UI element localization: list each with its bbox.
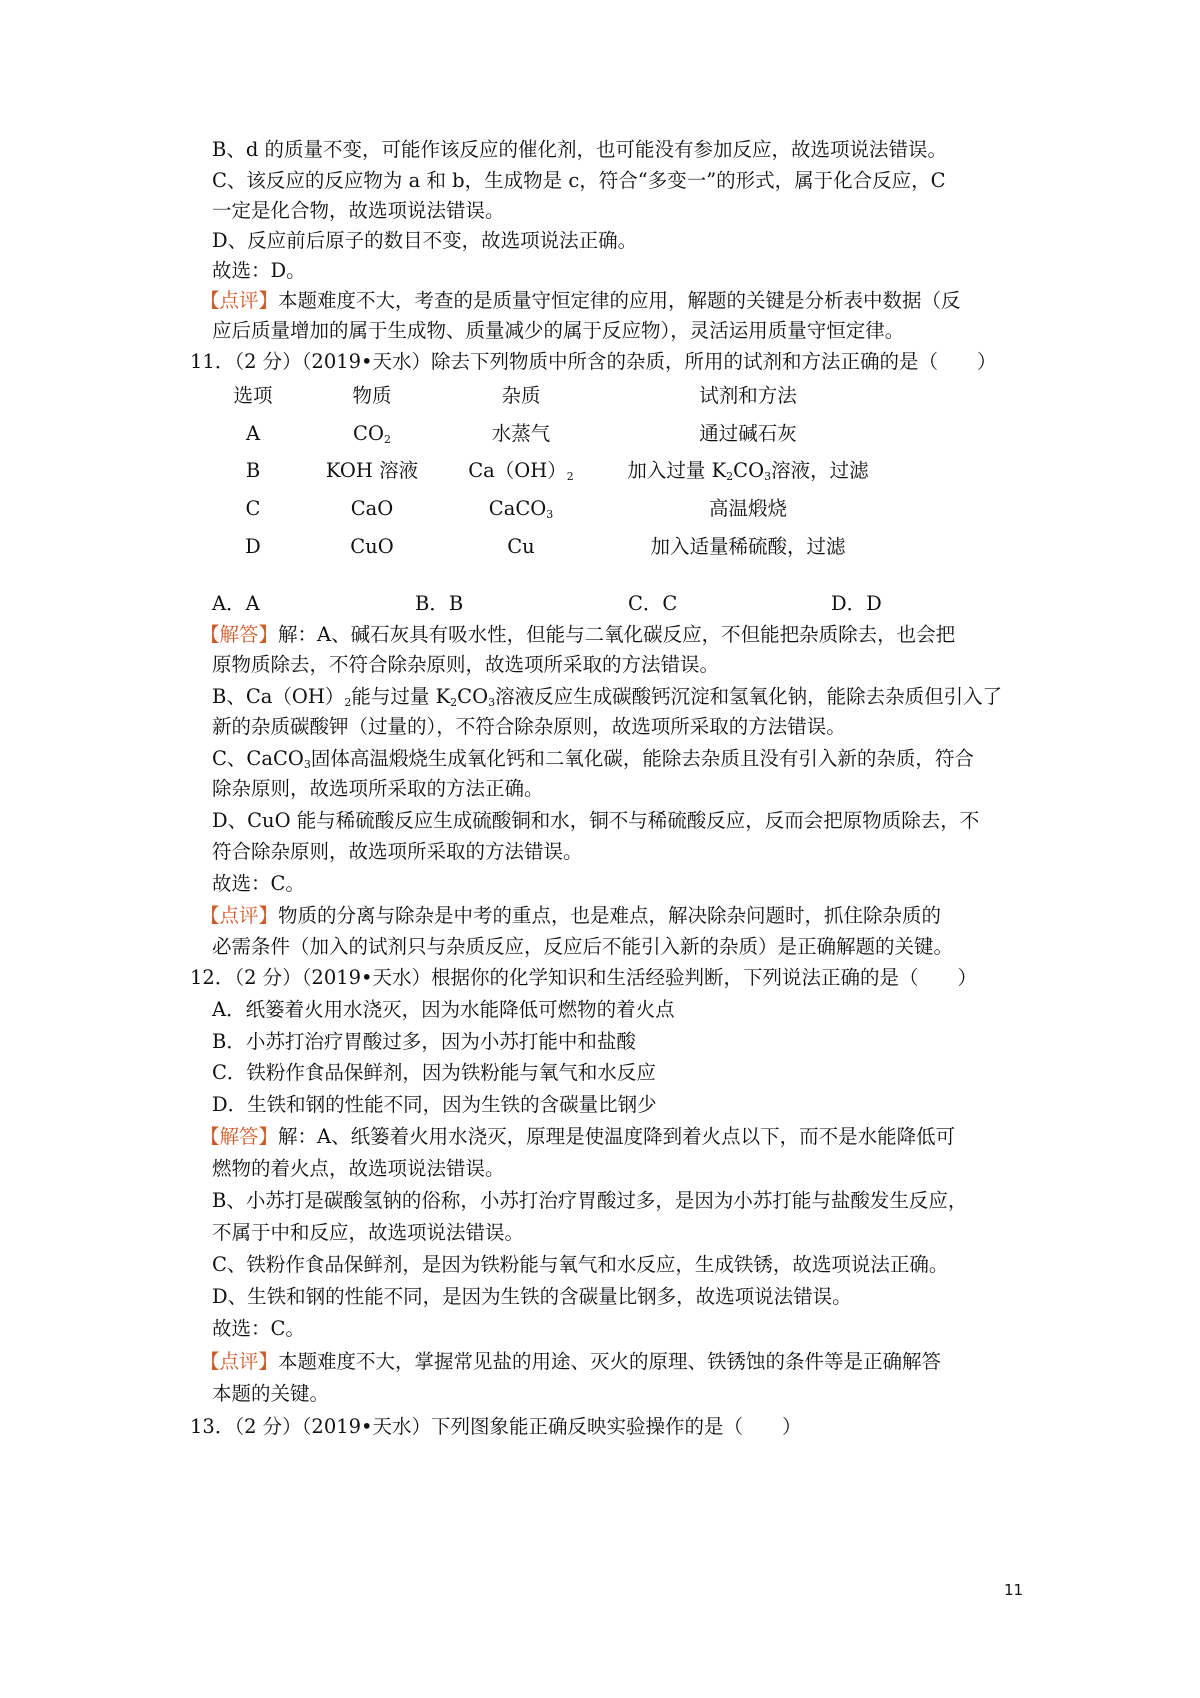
table-header: 试剂和方法 (699, 384, 797, 407)
option-d: D．生铁和钢的性能不同，因为生铁的含碳量比钢少 (212, 1093, 657, 1116)
review-line: 必需条件（加入的试剂只与杂质反应，反应后不能引入新的杂质）是正确解题的关键。 (212, 935, 954, 958)
question-12-stem: 12．（2 分）（2019•天水）根据你的化学知识和生活经验判断，下列说法正确的是（ ） (190, 966, 978, 989)
answer-line: D、CuO 能与稀硫酸反应生成硫酸铜和水，铜不与稀硫酸反应，反而会把原物质除去，不 (212, 809, 980, 832)
answer-line: 故选：C。 (212, 872, 305, 895)
page-number: 11 (1004, 1581, 1024, 1599)
review-line: 本题的关键。 (212, 1382, 330, 1405)
table-header: 物质 (352, 384, 392, 407)
answer-tag: 【解答】 (200, 1125, 279, 1148)
table-cell: 高温煅烧 (708, 497, 788, 520)
option-c: C．铁粉作食品保鲜剂，因为铁粉能与氧气和水反应 (212, 1061, 656, 1084)
answer-line: B、小苏打是碳酸氢钠的俗称，小苏打治疗胃酸过多，是因为小苏打能与盐酸发生反应， (212, 1189, 968, 1212)
review-line: 应后质量增加的属于生成物、质量减少的属于反应物），灵活运用质量守恒定律。 (212, 319, 905, 342)
answer-line: 新的杂质碳酸钾（过量的），不符合除杂原则，故选项所采取的方法错误。 (212, 715, 846, 738)
table-cell: $CO_2$ (353, 422, 391, 446)
table-cell: B (245, 459, 261, 482)
answer-line: C、铁粉作食品保鲜剂，是因为铁粉能与氧气和水反应，生成铁锈，故选项说法正确。 (212, 1253, 949, 1276)
table-cell: A (245, 422, 261, 445)
option-a: A．纸篓着火用水浇灭，因为水能降低可燃物的着火点 (212, 998, 675, 1021)
review-line: 【点评】本题难度不大，掌握常见盐的用途、灭火的原理、铁锈蚀的条件等是正确解答 (200, 1350, 942, 1373)
table-cell: CuO (350, 535, 394, 558)
table-cell: 加入适量稀硫酸，过滤 (650, 535, 846, 558)
table-header: 杂质 (501, 384, 541, 407)
review-line: 【点评】物质的分离与除杂是中考的重点，也是难点，解决除杂问题时，抓住除杂质的 (200, 904, 942, 927)
table-cell: 通过碱石灰 (699, 422, 797, 445)
table-cell: Cu (507, 535, 535, 558)
analysis-line: C、该反应的反应物为 a 和 b，生成物是 c，符合“多变一”的形式，属于化合反应，C (212, 169, 946, 192)
option-b: B．小苏打治疗胃酸过多，因为小苏打能中和盐酸 (212, 1030, 636, 1053)
choice-d: D．D (831, 592, 882, 615)
choice-b: B．B (415, 592, 464, 615)
answer-line: 除杂原则，故选项所采取的方法正确。 (212, 777, 544, 800)
table-cell: CaCO$_3$ (488, 497, 554, 521)
answer-line: 原物质除去，不符合除杂原则，故选项所采取的方法错误。 (212, 653, 720, 676)
review-tag: 【点评】 (200, 904, 279, 927)
table-cell: C (245, 497, 261, 520)
answer-line: 故选：D。 (212, 259, 306, 282)
analysis-line: 一定是化合物，故选项说法错误。 (212, 199, 505, 222)
review-line: 【点评】本题难度不大，考查的是质量守恒定律的应用，解题的关键是分析表中数据（反 (200, 289, 961, 312)
table-cell: CaO (350, 497, 394, 520)
table-cell: D (245, 535, 261, 558)
answer-line: 【解答】解：A、纸篓着火用水浇灭，原理是使温度降到着火点以下，而不是水能降低可 (200, 1125, 956, 1148)
table-cell: 加入过量 $K_2CO_3$溶液，过滤 (627, 459, 869, 483)
answer-tag: 【解答】 (200, 623, 279, 646)
table-cell: $Ca(OH)_2$ (468, 459, 574, 483)
question-11-stem: 11．（2 分）（2019•天水）除去下列物质中所含的杂质，所用的试剂和方法正确的是（ ） (190, 350, 997, 373)
answer-line: 符合除杂原则，故选项所采取的方法错误。 (212, 840, 583, 863)
analysis-line: B、d 的质量不变，可能作该反应的催化剂，也可能没有参加反应，故选项说法错误。 (212, 138, 948, 161)
question-13-stem: 13．（2 分）（2019•天水）下列图象能正确反映实验操作的是（ ） (190, 1415, 802, 1438)
analysis-line: D、反应前后原子的数目不变，故选项说法正确。 (212, 229, 638, 252)
answer-line: 故选：C。 (212, 1317, 305, 1340)
table-cell: KOH 溶液 (325, 459, 419, 482)
answer-line: 燃物的着火点，故选项说法错误。 (212, 1157, 505, 1180)
answer-line: C、CaCO$_3$固体高温煅烧生成氧化钙和二氧化碳，能除去杂质且没有引入新的杂质，符合 (212, 747, 974, 771)
choice-c: C．C (628, 592, 678, 615)
review-tag: 【点评】 (200, 1350, 279, 1373)
table-cell: 水蒸气 (491, 422, 551, 445)
answer-line: D、生铁和钢的性能不同，是因为生铁的含碳量比钢多，故选项说法错误。 (212, 1285, 852, 1308)
answer-line: 【解答】解：A、碱石灰具有吸水性，但能与二氧化碳反应，不但能把杂质除去，也会把 (200, 623, 956, 646)
answer-line: B、$Ca(OH)_2$能与过量 $K_2CO_3$溶液反应生成碳酸钙沉淀和氢氧化钠，能除去杂质但引入了 (212, 685, 1003, 709)
answer-line: 不属于中和反应，故选项说法错误。 (212, 1221, 525, 1244)
choice-a: A．A (212, 592, 260, 615)
review-tag: 【点评】 (200, 289, 279, 312)
table-header: 选项 (233, 384, 273, 407)
